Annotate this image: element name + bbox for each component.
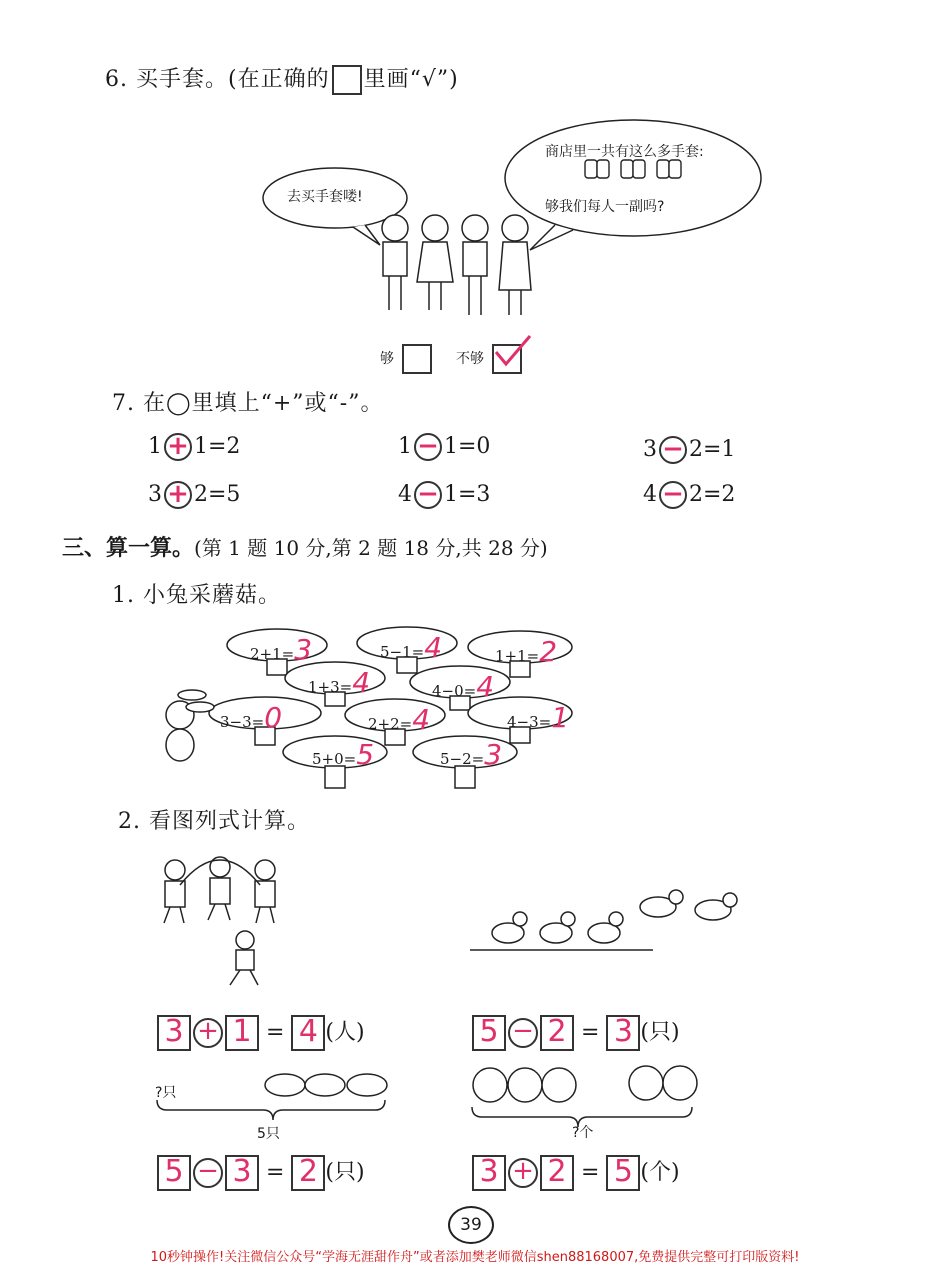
equation-4: 3 + 2 = 5 (个) [472,1155,680,1191]
equation-2: 5 − 2 = 3 (只) [472,1015,680,1051]
birds-illustration [468,885,748,960]
q7-title: 7. 在◯里填上“+”或“-”。 [112,391,384,416]
mushroom-1: 2+1=3 [250,633,313,666]
kids-jump-rope-illustration [150,845,290,995]
mushroom-6: 3−3=0 [220,701,283,734]
mushroom-9: 5+0=5 [312,738,375,771]
q6-title: 6. 买手套。(在正确的 里画“√”) [105,62,459,95]
q7-item-3: 3 − 2=1 [643,434,736,464]
mushroom-10: 5−2=3 [440,738,503,771]
footer-promo: 10秒钟操作!关注微信公众号“学海无涯甜作舟”或者添加樊老师微信shen88168007,免费提供完整可打印版资料! [150,1250,800,1265]
not-enough-checkbox[interactable] [492,344,522,374]
s3q2-title: 2. 看图列式计算。 [118,809,310,834]
q7-item-5: 4 − 1=3 [398,479,491,509]
q7-item-6: 4 − 2=2 [643,479,736,509]
enough-checkbox[interactable] [402,344,432,374]
option-not-enough: 不够 [456,344,522,374]
mushroom-5: 4−0=4 [432,670,495,703]
mushroom-2: 5−1=4 [380,631,443,664]
checkbox-sample [332,65,362,95]
option-enough: 够 [380,344,432,374]
equation-1: 3 + 1 = 4 (人) [157,1015,365,1051]
right-bubble-line1: 商店里一共有这么多手套: [545,144,704,160]
left-bubble-text: 去买手套喽! [287,189,363,205]
mushroom-7: 2+2=4 [368,703,431,736]
q7-item-1: 1 + 1=2 [148,431,241,461]
q7-item-4: 3 + 2=5 [148,479,241,509]
equation-3: 5 − 3 = 2 (只) [157,1155,365,1191]
check-mark-icon [492,334,532,368]
frog-total-label: 5只 [257,1126,280,1142]
mushroom-3: 1+1=2 [495,635,558,668]
smiley-total-label: ?个 [572,1125,594,1141]
s3q1-title: 1. 小兔采蘑菇。 [112,583,281,608]
right-bubble-line2: 够我们每人一副吗? [545,199,665,215]
frog-unknown-label: ?只 [155,1085,177,1101]
mushroom-8: 4−3=1 [507,701,570,734]
q7-item-2: 1 − 1=0 [398,431,491,461]
section-3-heading: 三、算一算。(第 1 题 10 分,第 2 题 18 分,共 28 分) [62,535,548,561]
frogs-illustration [155,1065,395,1125]
glove-icons [585,160,681,178]
page-number: 39 [448,1206,494,1244]
mushroom-4: 1+3=4 [308,666,371,699]
